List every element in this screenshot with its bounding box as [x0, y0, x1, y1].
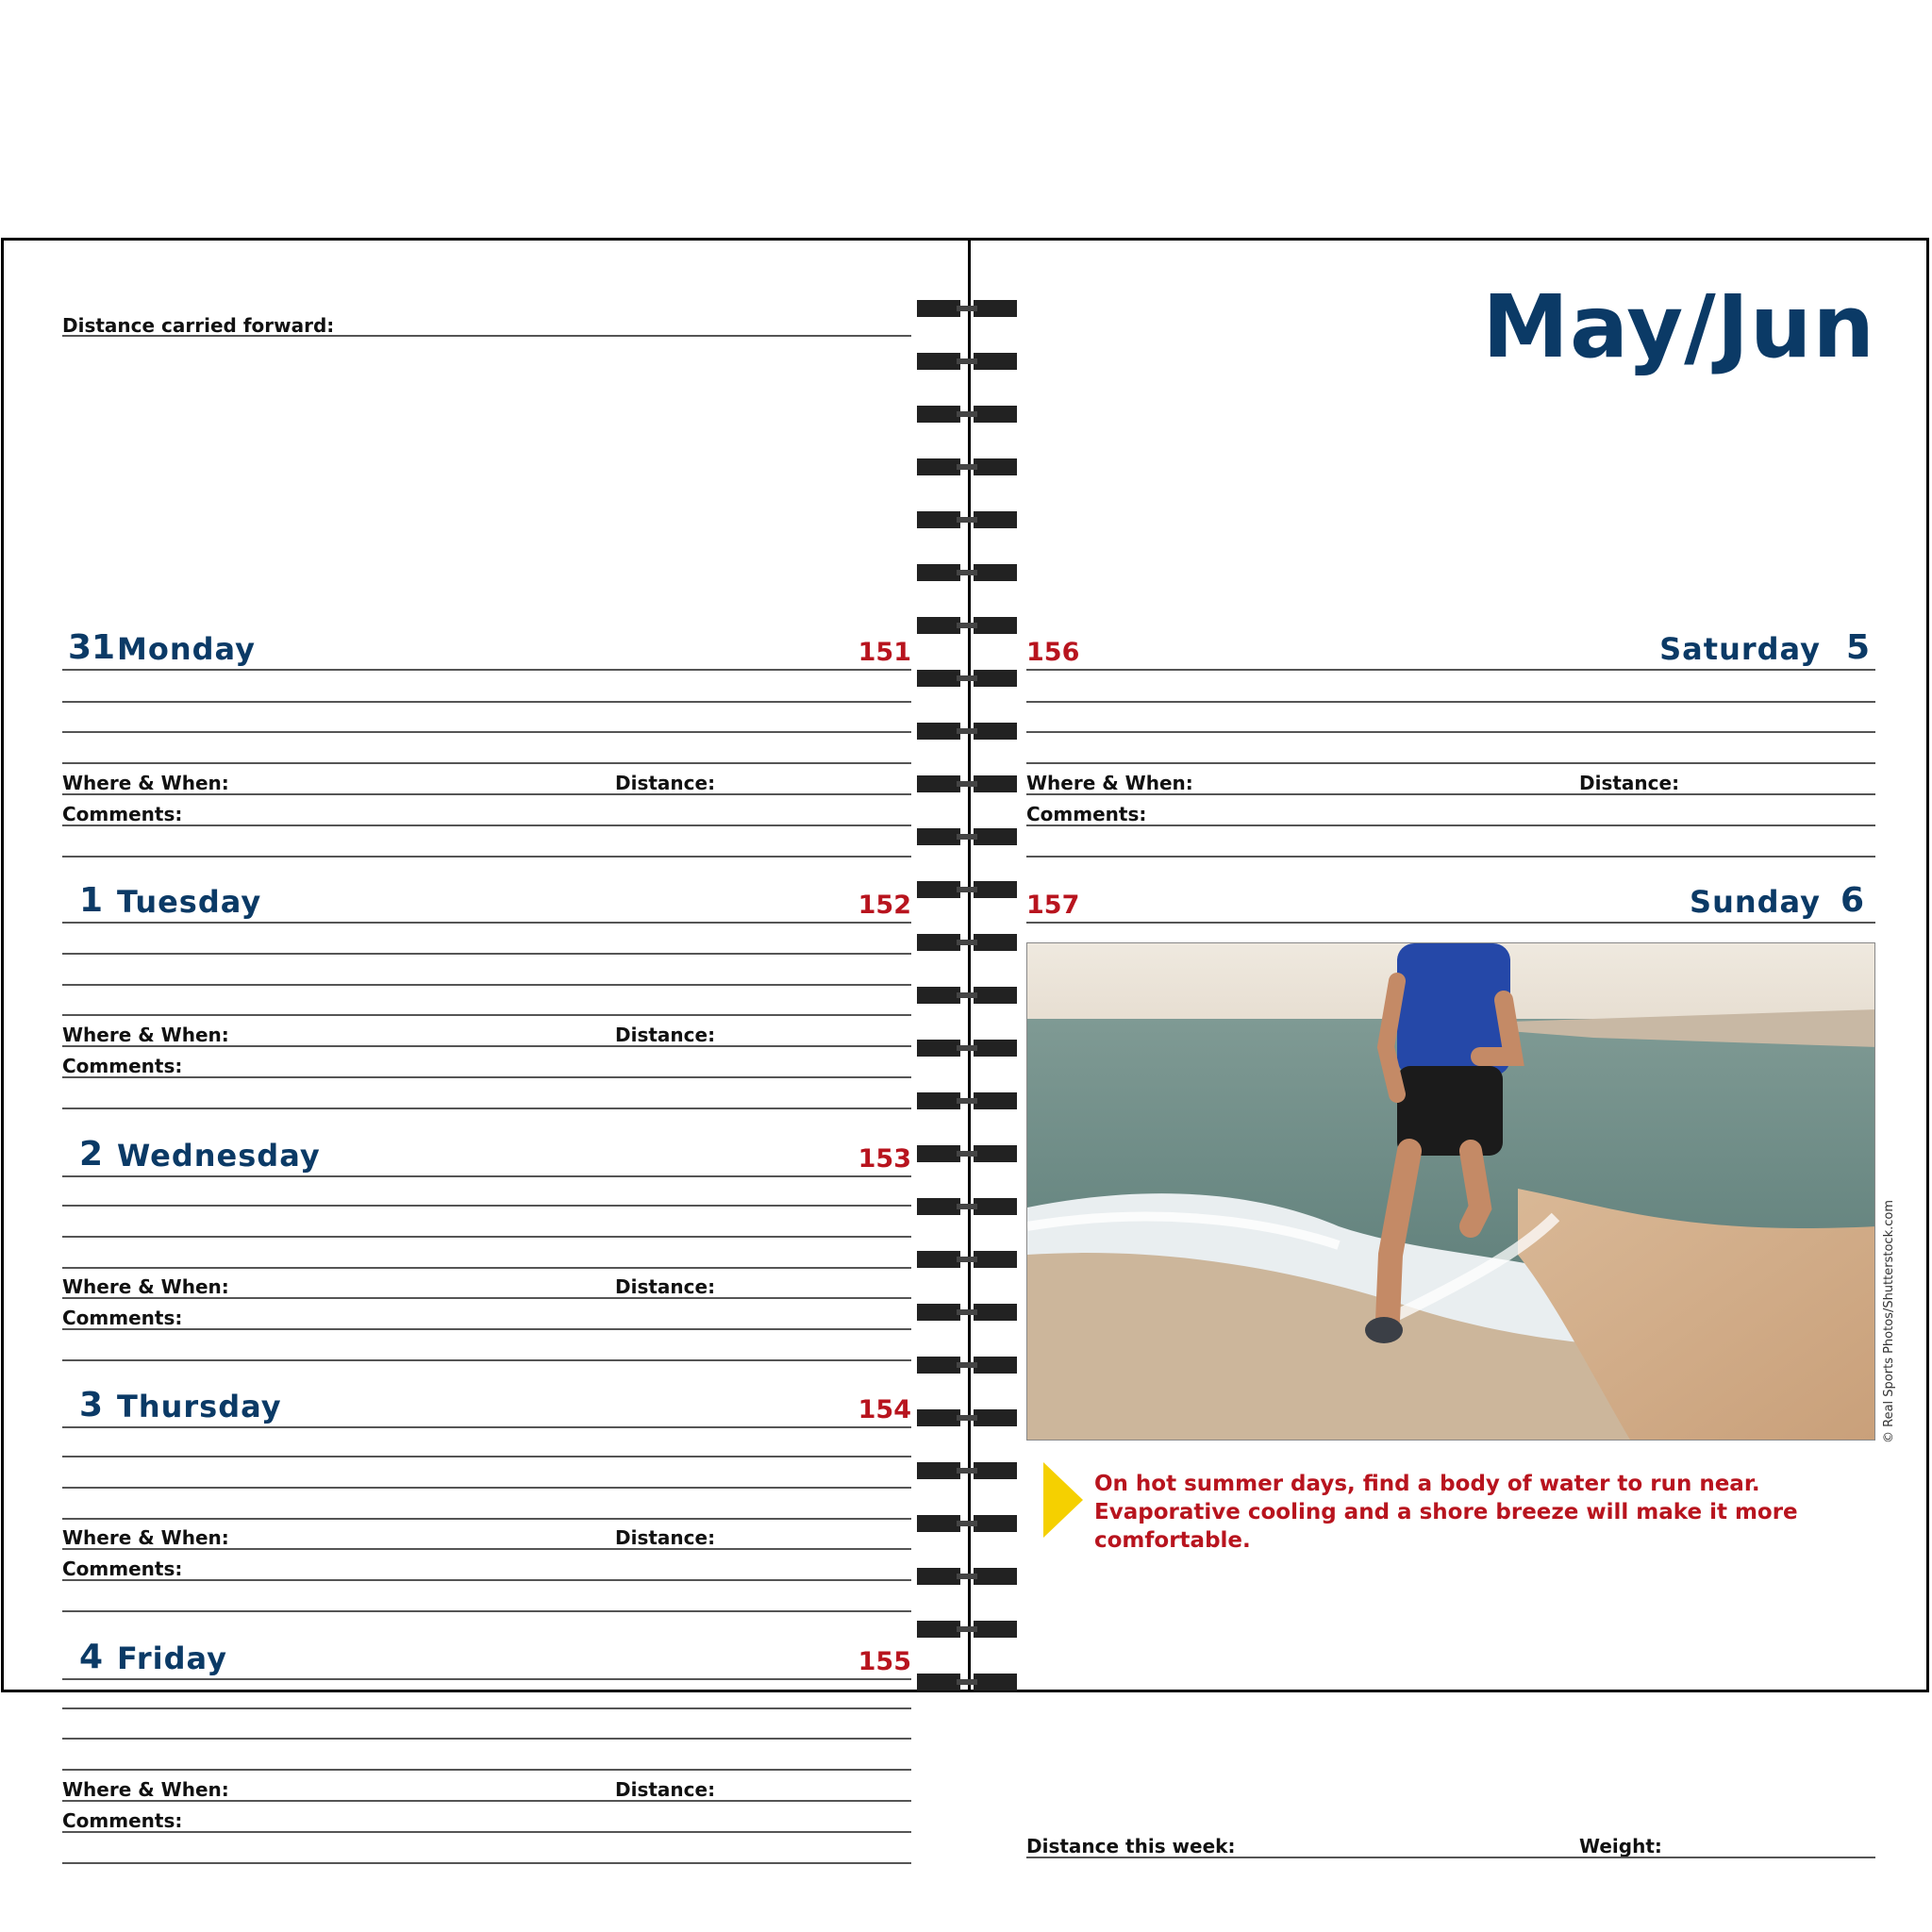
comments-label: Comments:	[62, 1055, 183, 1077]
weight-label: Weight:	[1579, 1835, 1662, 1857]
day-number: 31	[68, 628, 116, 667]
comments-line[interactable]	[62, 1359, 911, 1361]
day-name: Wednesday	[117, 1138, 321, 1174]
day-name: Monday	[117, 631, 256, 667]
day-number: 5	[1845, 628, 1870, 667]
day-header-friday	[62, 1635, 911, 1680]
where-when-line[interactable]	[62, 1297, 911, 1299]
coil	[915, 1512, 1019, 1535]
distance-label: Distance:	[615, 1024, 716, 1046]
coil	[915, 1090, 1019, 1112]
comments-label: Comments:	[62, 803, 183, 825]
where-when-label: Where & When:	[62, 772, 229, 794]
comments-line[interactable]	[62, 1076, 911, 1078]
distance-label: Distance:	[1579, 772, 1680, 794]
coil	[915, 403, 1019, 425]
where-when-label: Where & When:	[62, 1024, 229, 1046]
day-of-year: 153	[858, 1144, 911, 1174]
coil	[915, 561, 1019, 584]
day-header-thursday	[62, 1383, 911, 1428]
comments-line[interactable]	[1026, 856, 1875, 858]
coil	[915, 1195, 1019, 1218]
where-when-line[interactable]	[62, 1548, 911, 1550]
where-when-line[interactable]	[62, 1045, 911, 1047]
coil	[915, 1354, 1019, 1376]
comments-line[interactable]	[62, 1862, 911, 1864]
coil	[915, 984, 1019, 1007]
where-when-line[interactable]	[62, 1800, 911, 1802]
month-title: May/Jun	[1482, 276, 1875, 377]
coil	[915, 1407, 1019, 1429]
comments-line[interactable]	[62, 824, 911, 826]
day-number: 4	[79, 1638, 104, 1676]
coil	[915, 931, 1019, 954]
note-line[interactable]	[62, 731, 911, 733]
coil	[915, 878, 1019, 901]
coil	[915, 350, 1019, 373]
day-number: 3	[79, 1386, 104, 1424]
coil	[915, 720, 1019, 742]
day-header-wednesday	[62, 1132, 911, 1177]
where-when-label: Where & When:	[1026, 772, 1193, 794]
note-line[interactable]	[62, 1267, 911, 1269]
comments-line[interactable]	[62, 1108, 911, 1109]
coil	[915, 456, 1019, 478]
where-when-label: Where & When:	[62, 1526, 229, 1549]
note-line[interactable]	[1026, 762, 1875, 764]
coil	[915, 1301, 1019, 1324]
distance-label: Distance:	[615, 1778, 716, 1801]
comments-line[interactable]	[62, 1328, 911, 1330]
note-line[interactable]	[62, 953, 911, 955]
note-line[interactable]	[62, 1738, 911, 1740]
where-when-line[interactable]	[1026, 793, 1875, 795]
day-name: Saturday	[1659, 631, 1821, 667]
day-of-year: 155	[858, 1647, 911, 1676]
note-line[interactable]	[1026, 731, 1875, 733]
running-tip: On hot summer days, find a body of water to run near. Evaporative cooling and a shore breeze will make it more comfortable.	[1094, 1472, 1798, 1553]
distance-label: Distance:	[615, 1275, 716, 1298]
coil	[915, 614, 1019, 637]
yellow-triangle-arrow-icon	[1043, 1462, 1083, 1538]
coil	[915, 1671, 1019, 1693]
comments-line[interactable]	[1026, 824, 1875, 826]
distance-label: Distance:	[615, 1526, 716, 1549]
distance-week-label: Distance this week:	[1026, 1835, 1236, 1857]
coil	[915, 1142, 1019, 1165]
note-line[interactable]	[62, 701, 911, 703]
carry-forward-label: Distance carried forward:	[62, 314, 335, 337]
note-line[interactable]	[62, 1205, 911, 1207]
note-line[interactable]	[62, 1014, 911, 1016]
day-header-sunday	[1026, 878, 1875, 924]
coil	[915, 1618, 1019, 1641]
note-line[interactable]	[62, 1518, 911, 1520]
comments-line[interactable]	[62, 1610, 911, 1612]
coil	[915, 1565, 1019, 1588]
day-of-year: 156	[1026, 638, 1080, 667]
comments-label: Comments:	[62, 1557, 183, 1580]
day-number: 2	[79, 1135, 104, 1174]
day-number: 1	[79, 881, 104, 920]
day-of-year: 152	[858, 891, 911, 920]
note-line[interactable]	[62, 984, 911, 986]
comments-label: Comments:	[62, 1307, 183, 1329]
note-line[interactable]	[62, 1456, 911, 1457]
carry-forward-line[interactable]	[62, 335, 911, 337]
coil	[915, 667, 1019, 690]
day-of-year: 151	[858, 638, 911, 667]
comments-label: Comments:	[1026, 803, 1147, 825]
note-line[interactable]	[62, 762, 911, 764]
note-line[interactable]	[62, 1769, 911, 1771]
coil	[915, 1248, 1019, 1271]
day-name: Friday	[117, 1641, 227, 1676]
photo-credit: © Real Sports Photos/Shutterstock.com	[1882, 1200, 1896, 1443]
weekly-summary-line[interactable]	[1026, 1857, 1875, 1858]
day-of-year: 154	[858, 1395, 911, 1424]
day-header-tuesday	[62, 878, 911, 924]
distance-label: Distance:	[615, 772, 716, 794]
coil	[915, 773, 1019, 795]
coil	[915, 825, 1019, 848]
day-of-year: 157	[1026, 891, 1080, 920]
day-name: Thursday	[117, 1389, 282, 1424]
day-header-saturday	[1026, 625, 1875, 671]
comments-label: Comments:	[62, 1809, 183, 1832]
left-page	[62, 241, 911, 1832]
coil	[915, 1037, 1019, 1059]
comments-line[interactable]	[62, 1579, 911, 1581]
note-line[interactable]	[1026, 701, 1875, 703]
comments-line[interactable]	[62, 856, 911, 858]
where-when-line[interactable]	[62, 793, 911, 795]
coil	[915, 297, 1019, 320]
note-line[interactable]	[62, 1236, 911, 1238]
where-when-label: Where & When:	[62, 1275, 229, 1298]
day-number: 6	[1840, 881, 1864, 920]
day-header-monday	[62, 625, 911, 671]
coil	[915, 1459, 1019, 1482]
beach-runner-photo	[1026, 942, 1875, 1441]
note-line[interactable]	[62, 1487, 911, 1489]
day-name: Tuesday	[117, 884, 262, 920]
beach-runner-illustration	[1027, 943, 1875, 1441]
where-when-label: Where & When:	[62, 1778, 229, 1801]
coil	[915, 508, 1019, 531]
comments-line[interactable]	[62, 1831, 911, 1833]
note-line[interactable]	[62, 1707, 911, 1709]
day-name: Sunday	[1690, 884, 1821, 920]
